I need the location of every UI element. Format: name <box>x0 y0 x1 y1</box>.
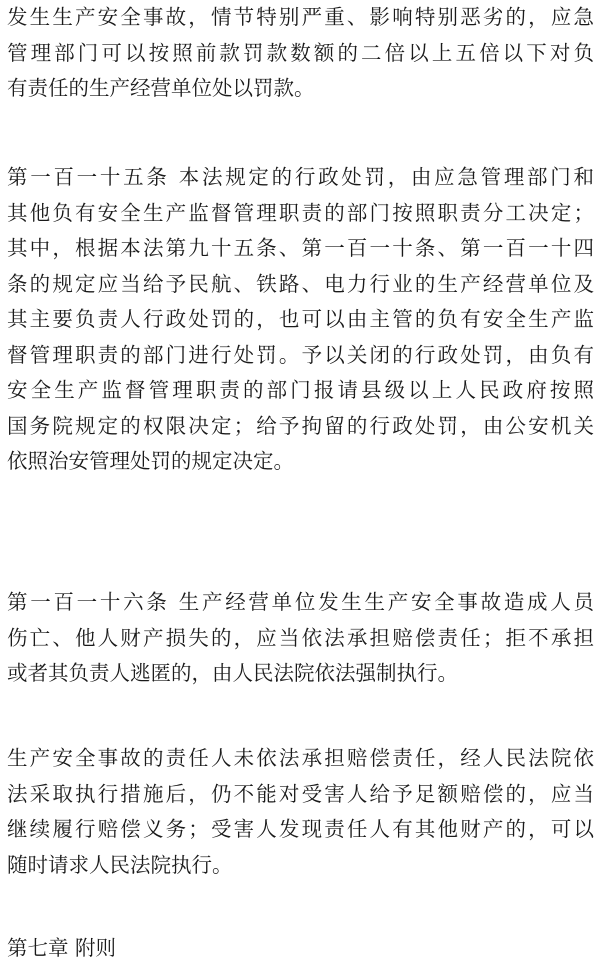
text-line: 条的规定应当给予民航、铁路、电力行业的生产经营单位及 <box>7 271 594 296</box>
text-line: 第一百一十五条 本法规定的行政处罚，由应急管理部门和 <box>7 165 594 189</box>
text-line: 国务院规定的权限决定；给予拘留的行政处罚，由公安机关 <box>7 413 594 438</box>
text-line: 发生生产安全事故，情节特别严重、影响特别恶劣的，应急 <box>7 5 594 29</box>
paragraph-penalty-multiplier <box>7 0 594 107</box>
text-line: 其中，根据本法第九十五条、第一百一十条、第一百一十四 <box>7 236 594 260</box>
text-line: 生产安全事故的责任人未依法承担赔偿责任，经人民法院依 <box>7 746 594 770</box>
text-line: 法采取执行措施后，仍不能对受害人给予足额赔偿的，应当 <box>7 781 594 806</box>
text-line: 继续履行赔偿义务；受害人发现责任人有其他财产的，可以 <box>7 817 594 841</box>
chapter-heading <box>7 931 594 967</box>
text-line: 其主要负责人行政处罚的，也可以由主管的负有安全生产监 <box>7 307 594 331</box>
text-line: 伤亡、他人财产损失的，应当依法承担赔偿责任；拒不承担 <box>7 625 594 650</box>
paragraph-article-115 <box>7 160 594 480</box>
paragraph-compensation-duty <box>7 741 594 883</box>
text-line: 其他负有安全生产监督管理职责的部门按照职责分工决定； <box>7 200 594 225</box>
text-line: 或者其负责人逃匿的，由人民法院依法强制执行。 <box>7 661 458 685</box>
text-line: 管理部门可以按照前款罚款数额的二倍以上五倍以下对负 <box>7 40 594 65</box>
text-line: 第一百一十六条 生产经营单位发生生产安全事故造成人员 <box>7 590 594 614</box>
text-line: 随时请求人民法院执行。 <box>7 852 233 877</box>
paragraph-article-116 <box>7 585 594 692</box>
text-line: 督管理职责的部门进行处罚。予以关闭的行政处罚，由负有 <box>7 342 594 367</box>
text-line: 依照治安管理处罚的规定决定。 <box>7 449 294 473</box>
text-line: 安全生产监督管理职责的部门报请县级以上人民政府按照 <box>7 378 594 402</box>
text-line: 有责任的生产经营单位处以罚款。 <box>7 76 315 100</box>
chapter-heading-text: 第七章 附则 <box>7 936 117 960</box>
